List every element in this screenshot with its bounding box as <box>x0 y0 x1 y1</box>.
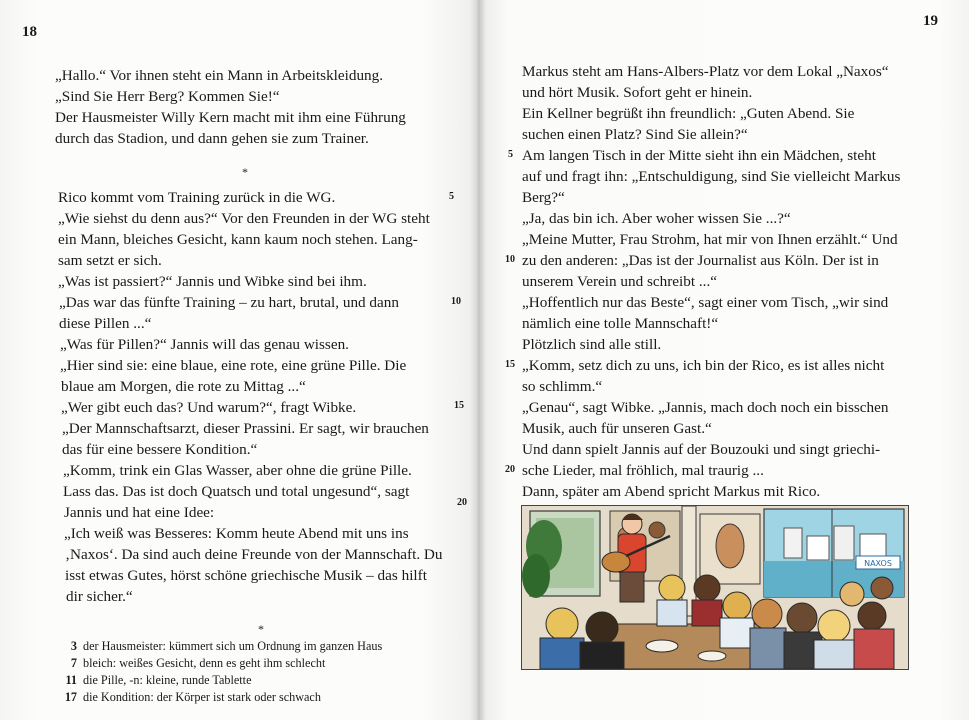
text-line: „Was für Pillen?“ Jannis will das genau wissen. <box>60 336 349 353</box>
text-line: dir sicher.“ <box>66 588 133 605</box>
text-line: „Hier sind sie: eine blaue, eine rote, eine grüne Pille. Die <box>60 357 407 374</box>
footnote: 11 die Pille, -n: kleine, runde Tablette <box>65 673 252 687</box>
text-line: „Sind Sie Herr Berg? Kommen Sie!“ <box>55 88 280 105</box>
naxos-sign: NAXOS <box>864 559 892 568</box>
text-line: Und dann spielt Jannis auf der Bouzouki und singt griechi- <box>522 441 881 458</box>
text-line: „Was ist passiert?“ Jannis und Wibke sind bei ihm. <box>58 273 367 290</box>
text-line: Rico kommt vom Training zurück in die WG. <box>58 189 336 206</box>
line-number: 5 <box>508 149 513 160</box>
text-line: sam setzt er sich. <box>58 252 162 269</box>
text-line: durch das Stadion, und dann gehen sie zum Trainer. <box>55 130 369 147</box>
text-line: „Der Mannschaftsarzt, dieser Prassini. Er sagt, wir brauchen <box>62 420 429 437</box>
text-line: ein Mann, bleiches Gesicht, kann kaum noch stehen. Lang- <box>58 231 418 248</box>
illustration-drawing <box>522 506 908 669</box>
line-number: 5 <box>449 191 454 202</box>
book-gutter <box>470 0 486 720</box>
line-number: 20 <box>457 497 467 508</box>
text-line: Am langen Tisch in der Mitte sieht ihn ein Mädchen, steht <box>522 147 876 164</box>
text-line: „Genau“, sagt Wibke. „Jannis, mach doch noch ein bisschen <box>522 399 889 416</box>
text-line: Musik, auch für unseren Gast.“ <box>522 420 712 437</box>
text-line: diese Pillen ...“ <box>59 315 152 332</box>
text-line: blaue am Morgen, die rote zu Mittag ...“ <box>61 378 306 395</box>
text-line: „Hoffentlich nur das Beste“, sagt einer vom Tisch, „wir sind <box>522 294 889 311</box>
text-line: unserem Verein und schreibt ...“ <box>522 273 717 290</box>
text-line: Der Hausmeister Willy Kern macht mit ihm eine Führung <box>55 109 406 126</box>
text-line: auf und fragt ihn: „Entschuldigung, sind Sie vielleicht Markus <box>522 168 901 185</box>
text-line: isst etwas Gutes, hörst schöne griechische Musik – das hilft <box>65 567 427 584</box>
line-number: 15 <box>505 359 515 370</box>
text-line: suchen einen Platz? Sind Sie allein?“ <box>522 126 748 143</box>
text-line: „Wie siehst du denn aus?“ Vor den Freunden in der WG steht <box>58 210 430 227</box>
text-line: nämlich eine tolle Mannschaft!“ <box>522 315 719 332</box>
text-line: Lass das. Das ist doch Quatsch und total ungesund“, sagt <box>63 483 410 500</box>
line-number: 10 <box>505 254 515 265</box>
text-line: „Ja, das bin ich. Aber woher wissen Sie ...?“ <box>522 210 791 227</box>
text-line: und hört Musik. Sofort geht er hinein. <box>522 84 753 101</box>
footnote: 7 bleich: weißes Gesicht, denn es geht ihm schlecht <box>70 656 326 670</box>
line-number: 20 <box>505 464 515 475</box>
text-line: Plötzlich sind alle still. <box>522 336 662 353</box>
text-line: „Komm, setz dich zu uns, ich bin der Rico, es ist alles nicht <box>522 357 885 374</box>
text-line: „Wer gibt euch das? Und warum?“, fragt Wibke. <box>61 399 357 416</box>
page-number-left: 18 <box>22 24 37 40</box>
page-number-right: 19 <box>923 13 938 29</box>
footnote: 3 der Hausmeister: kümmert sich um Ordnung im ganzen Haus <box>70 639 383 653</box>
text-line: ‚Naxos‘. Da sind auch deine Freunde von der Mannschaft. Du <box>65 546 443 563</box>
text-line: so schlimm.“ <box>522 378 603 395</box>
text-line: Dann, später am Abend spricht Markus mit Rico. <box>522 483 821 500</box>
section-separator: * <box>242 165 248 179</box>
taverna-illustration <box>521 505 909 670</box>
line-number: 15 <box>454 400 464 411</box>
text-line: Berg?“ <box>522 189 565 206</box>
text-line: „Meine Mutter, Frau Strohm, hat mir von Ihnen erzählt.“ Und <box>522 231 898 248</box>
left-page <box>0 0 478 720</box>
text-line: zu den anderen: „Das ist der Journalist aus Köln. Der ist in <box>522 252 879 269</box>
text-line: sche Lieder, mal fröhlich, mal traurig ... <box>522 462 764 479</box>
text-line: Ein Kellner begrüßt ihn freundlich: „Guten Abend. Sie <box>522 105 855 122</box>
section-separator: * <box>258 622 264 636</box>
text-line: Jannis und hat eine Idee: <box>64 504 215 521</box>
text-line: „Ich weiß was Besseres: Komm heute Abend mit uns ins <box>64 525 409 542</box>
text-line: „Das war das fünfte Training – zu hart, brutal, und dann <box>59 294 399 311</box>
text-line: „Komm, trink ein Glas Wasser, aber ohne die grüne Pille. <box>63 462 412 479</box>
line-number: 10 <box>451 296 461 307</box>
footnote: 17 die Kondition: der Körper ist stark oder schwach <box>64 690 321 704</box>
text-line: „Hallo.“ Vor ihnen steht ein Mann in Arbeitskleidung. <box>55 67 384 84</box>
text-line: das für eine bessere Kondition.“ <box>62 441 258 458</box>
text-line: Markus steht am Hans-Albers-Platz vor dem Lokal „Naxos“ <box>522 63 889 80</box>
